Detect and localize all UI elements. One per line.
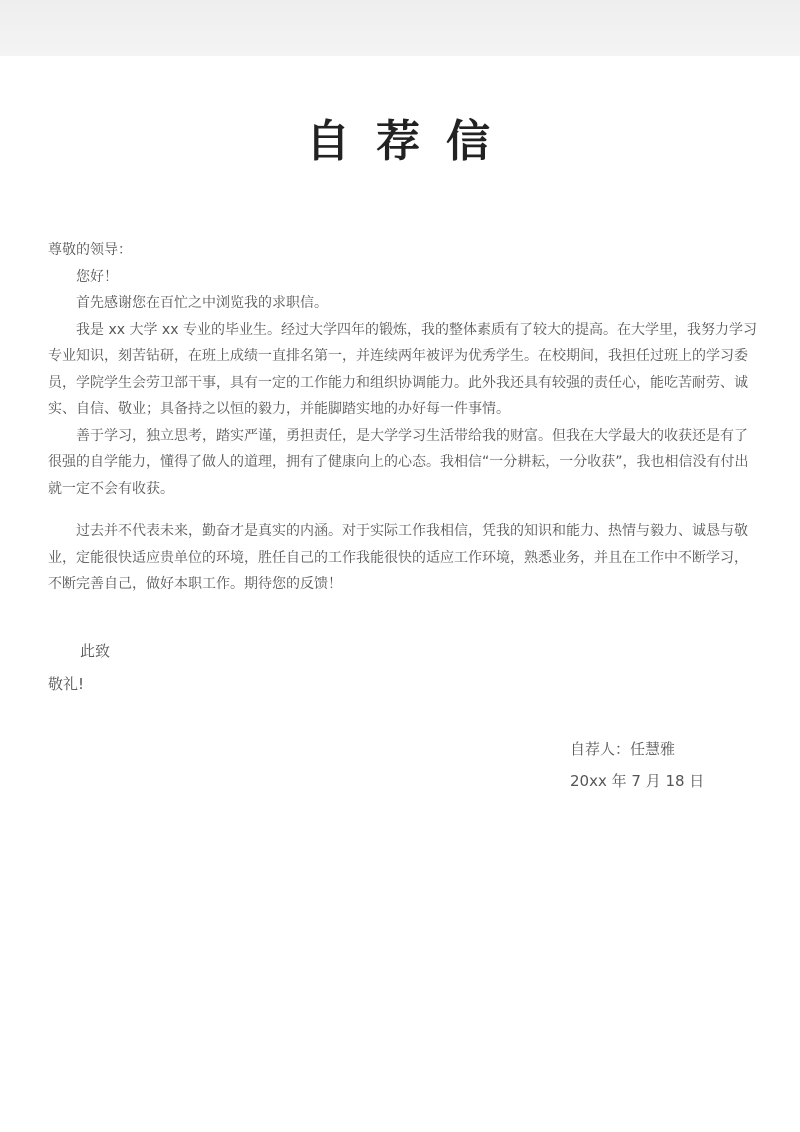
- paragraph-2: 我是 xx 大学 xx 专业的毕业生。经过大学四年的锻炼，我的整体素质有了较大的提高。在大学里，我努力学习专业知识，刻苦钻研，在班上成绩一直排名第一，并连续两年被评为优秀学生。在校期间，我担任过班上的学习委员，学院学生会劳卫部干事，具有一定的工作能力和组织协调能力。此外我还具有较强的责任心，能吃苦耐劳、诚实、自信、敬业；具备持之以恒的毅力，并能脚踏实地的办好每一件事情。: [48, 321, 757, 417]
- paragraph-1: 首先感谢您在百忙之中浏览我的求职信。: [76, 295, 328, 311]
- signature-date: 20xx 年 7 月 18 日: [570, 772, 705, 790]
- closing-salutation: 此致: [80, 642, 111, 660]
- closing-regards: 敬礼!: [48, 675, 85, 693]
- signature-block: [570, 733, 704, 797]
- salutation: 尊敬的领导：: [48, 242, 132, 258]
- letter-title: 自荐信: [306, 116, 516, 167]
- paragraph-3: 善于学习，独立思考，踏实严谨，勇担责任，是大学学习生活带给我的财富。但我在大学最大的收获还是有了很强的自学能力，懂得了做人的道理，拥有了健康向上的心态。我相信“一分耕耘，一分收获”，我也相信没有付出就一定不会有收获。: [48, 427, 749, 497]
- letter-body: [48, 237, 760, 598]
- signature-name: 自荐人：任慧雅: [570, 740, 676, 758]
- greeting: 您好！: [76, 268, 118, 285]
- paragraph-4: 过去并不代表未来，勤奋才是真实的内涵。对于实际工作我相信，凭我的知识和能力、热情与毅力、诚恳与敬业，定能很快适应贵单位的环境，胜任自己的工作我能很快的适应工作环境，熟悉业务，并且在工作中不断学习，不断完善自己，做好本职工作。期待您的反馈！: [48, 523, 748, 592]
- page-top-band: [0, 0, 800, 56]
